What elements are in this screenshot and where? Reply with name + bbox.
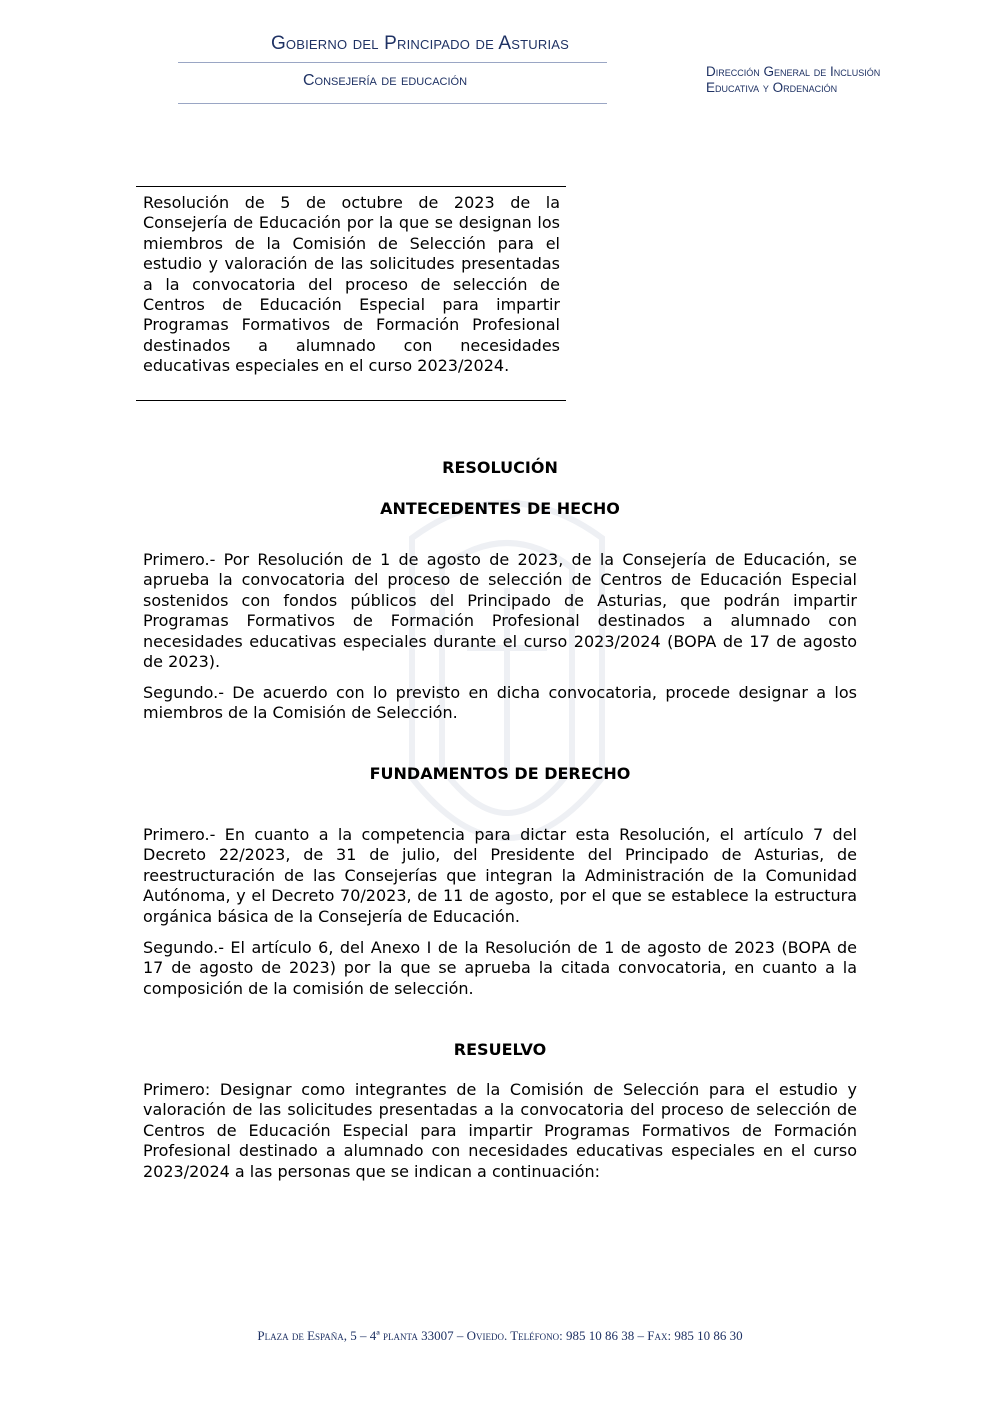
fundamentos-segundo: Segundo.- El artículo 6, del Anexo I de la Resolución de 1 de agosto de 2023 (BOPA de 17 de agosto de 2023) por la que se aprueba la citada convocatoria, en cuanto a la composición de la comisión de selección. <box>143 938 857 998</box>
header-divider-bottom <box>178 103 607 104</box>
fundamentos-primero: Primero.- En cuanto a la competencia para dictar esta Resolución, el artículo 7 del Decreto 22/2023, de 31 de julio, del Presidente del Principado de Asturias, de reestructuración de las Consejerías que integran la Administración de la Comunidad Autónoma, y el Decreto 70/2023, de 11 de agosto, por el que se establece la estructura orgánica básica de la Consejería de Educación. <box>143 825 857 926</box>
antecedentes-primero: Primero.- Por Resolución de 1 de agosto de 2023, de la Consejería de Educación, se aprueba la convocatoria del proceso de selección de Centros de Educación Especial sostenidos con fondos públicos del Principado de Asturias, que podrán impartir Programas Formativos de Formación Profesional destinados a alumnado con necesidades educativas especiales durante el curso 2023/2024 (BOPA de 17 de agosto de 2023). <box>143 550 857 672</box>
government-title: Gobierno del Principado de Asturias <box>270 33 570 54</box>
heading-resolucion: RESOLUCIÓN <box>442 458 558 477</box>
antecedentes-segundo: Segundo.- De acuerdo con lo previsto en dicha convocatoria, procede designar a los miembros de la Comisión de Selección. <box>143 683 857 723</box>
heading-fundamentos: FUNDAMENTOS DE DERECHO <box>369 764 631 783</box>
header-divider-top <box>178 62 607 63</box>
department-title: Consejería de educación <box>302 72 468 89</box>
directorate-line-2: Educativa y Ordenación <box>706 80 838 95</box>
resuelvo-primero: Primero: Designar como integrantes de la Comisión de Selección para el estudio y valoración de las solicitudes presentadas a la convocatoria del proceso de selección de Centros de Educación Especial para impartir Programas Formativos de Formación Profesional destinado a alumnado con necesidades educativas especiales en el curso 2023/2024 a las personas que se indican a continuación: <box>143 1080 857 1181</box>
page-footer: Plaza de España, 5 – 4ª planta 33007 – Oviedo. Teléfono: 985 10 86 38 – Fax: 985 10 86 30 <box>257 1328 743 1343</box>
heading-resuelvo: RESUELVO <box>453 1040 547 1059</box>
heading-antecedentes: ANTECEDENTES DE HECHO <box>380 499 620 518</box>
directorate-line-1: Dirección General de Inclusión <box>706 64 881 79</box>
resolution-summary: Resolución de 5 de octubre de 2023 de la Consejería de Educación por la que se designan los miembros de la Comisión de Selección para el estudio y valoración de las solicitudes presentadas a la convocatoria del proceso de selección de Centros de Educación Especial para impartir Programas Formativos de Formación Profesional destinados a alumnado con necesidades educativas especiales en el curso 2023/2024. <box>143 193 560 376</box>
directorate-title <box>706 64 966 96</box>
